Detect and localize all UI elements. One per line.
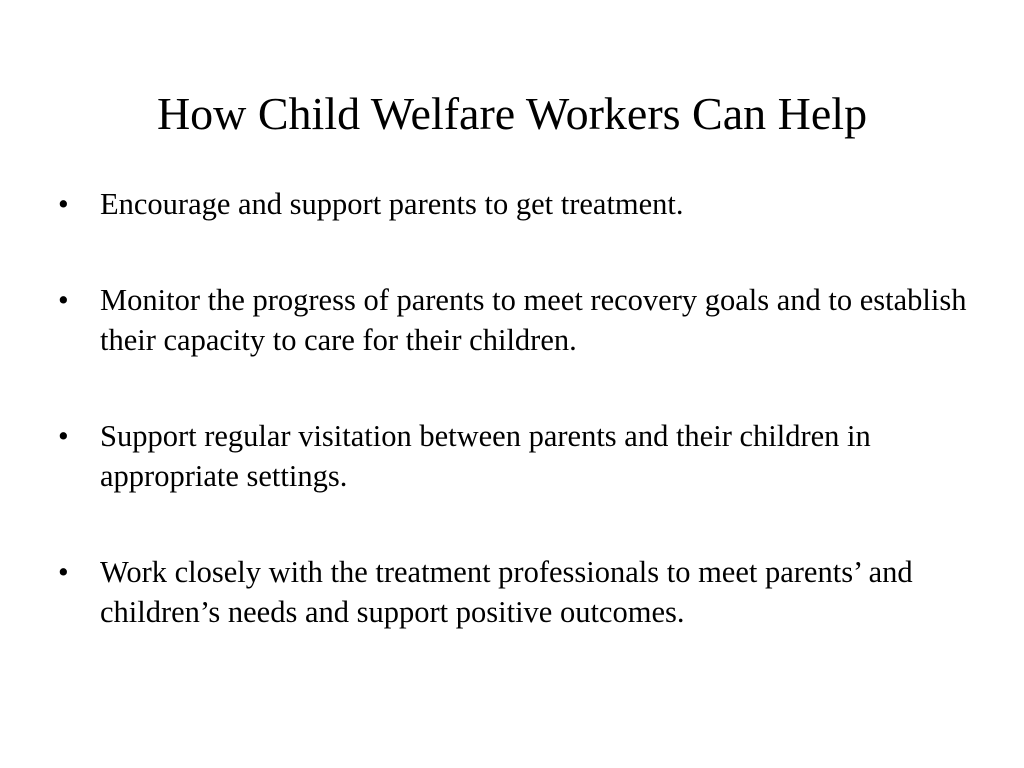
bullet-icon: •: [58, 187, 69, 221]
bullet-text-2: Monitor the progress of parents to meet recovery goals and to establish their capacity to care for their children.: [100, 283, 967, 357]
bullet-icon: •: [58, 419, 69, 453]
bullet-icon: •: [58, 283, 69, 317]
bullet-list: [58, 184, 968, 632]
bullet-item-3: [58, 416, 968, 496]
bullet-text-1: Encourage and support parents to get treatment.: [100, 187, 684, 221]
bullet-text-3: Support regular visitation between parents and their children in appropriate settings.: [100, 419, 871, 493]
bullet-item-2: [58, 280, 968, 360]
slide-title: How Child Welfare Workers Can Help: [156, 88, 868, 139]
bullet-icon: •: [58, 555, 69, 589]
bullet-item-4: [58, 552, 968, 632]
bullet-item-1: [58, 184, 968, 224]
bullet-text-4: Work closely with the treatment professionals to meet parents’ and children’s needs and support positive outcomes.: [100, 555, 913, 629]
